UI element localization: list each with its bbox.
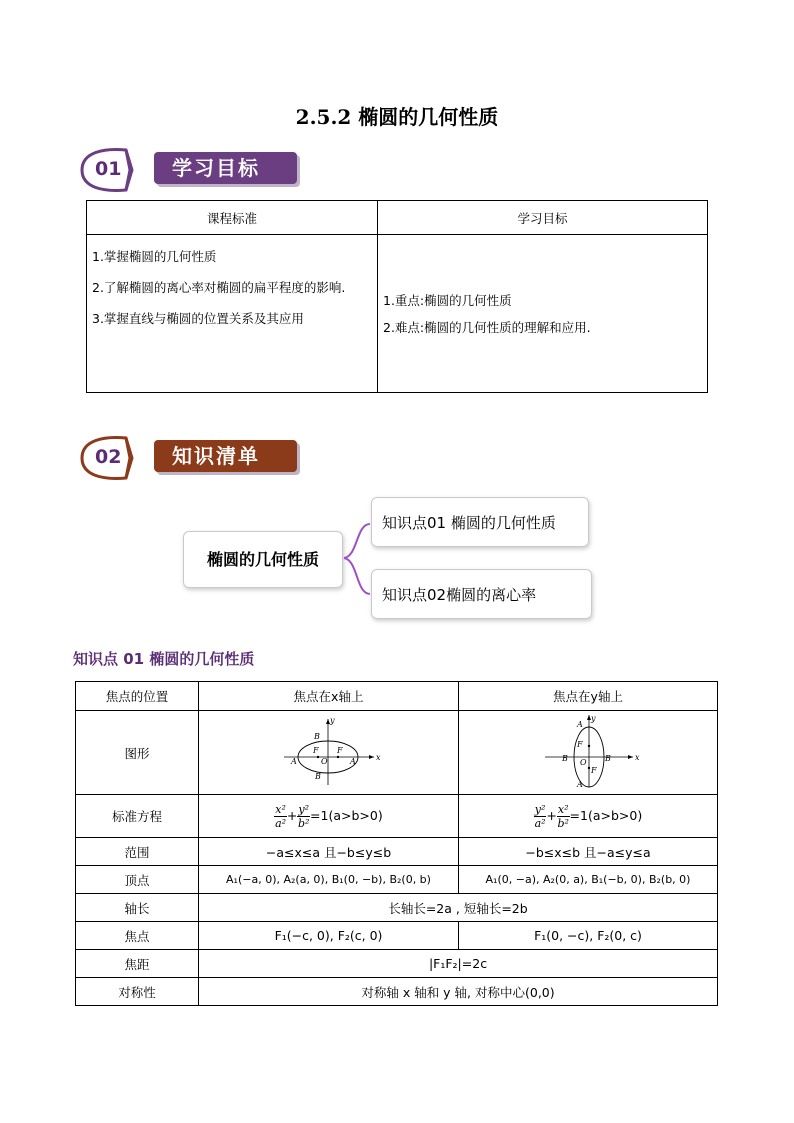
svg-text:y: y [329,716,335,725]
row-label: 顶点 [76,866,199,894]
svg-text:x: x [635,753,640,762]
row-label: 标准方程 [76,795,199,838]
graph-x-cell [199,711,459,795]
header-goals: 学习目标 [378,201,708,235]
focus-y: F₁(0, −c), F₂(0, c) [459,922,718,950]
row-label: 范围 [76,838,199,866]
equation-y: $\frac{\text{y²}}{\text{a²}}$ + $\frac{\text{x²}}{\text{b²}}$ =1(a>b>0) [459,795,718,838]
svg-text:y: y [591,714,596,723]
standard-item: 2.了解椭圆的离心率对椭圆的扁平程度的影响. [92,280,346,295]
page-title: 2.5.2 椭圆的几何性质 [295,105,499,129]
mindmap-brace [340,520,374,600]
mindmap-node-2: 知识点02椭圆的离心率 [371,569,592,619]
properties-table [75,681,718,1006]
col-header-x: 焦点在x轴上 [199,682,459,711]
ellipse-x-graph [274,713,384,789]
svg-text:F: F [577,740,583,749]
focus-x: F₁(−c, 0), F₂(c, 0) [199,922,459,950]
svg-text:O: O [320,757,328,766]
section-number: 02 [95,446,122,468]
svg-text:A: A [577,720,583,729]
goals-cell [378,235,708,393]
col-header-y: 焦点在y轴上 [459,682,718,711]
vertex-y: A₁(0, −a), A₂(0, a), B₁(−b, 0), B₂(b, 0) [459,866,718,894]
row-label: 图形 [76,711,199,795]
svg-text:B: B [313,732,320,741]
goal-item: 2.难点:椭圆的几何性质的理解和应用. [383,319,591,335]
section-badge-01 [78,146,134,194]
svg-text:A: A [577,780,583,789]
vertex-x: A₁(−a, 0), A₂(a, 0), B₁(0, −b), B₂(0, b) [199,866,459,894]
svg-text:F: F [312,746,319,755]
header-standards: 课程标准 [87,201,378,235]
row-label: 焦点的位置 [76,682,199,711]
goal-item: 1.重点:椭圆的几何性质 [383,292,512,308]
range-x: −a≤x≤a 且−b≤y≤b [199,838,459,866]
equation-x: $\frac{\text{x²}}{\text{a²}}$ + $\frac{\text{y²}}{\text{b²}}$ =1(a>b>0) [199,795,459,838]
svg-text:F: F [591,766,597,775]
knowledge-point-title: 知识点 01 椭圆的几何性质 [73,650,255,668]
focal-distance: |F₁F₂|=2c [199,950,718,978]
standard-item: 1.掌握椭圆的几何性质 [92,249,217,264]
svg-text:A: A [290,757,297,766]
mindmap-root: 椭圆的几何性质 [183,531,343,588]
svg-text:B: B [605,754,611,763]
row-label: 轴长 [76,894,199,922]
svg-text:B: B [314,772,321,781]
section-banner-objectives: 学习目标 [154,152,297,184]
row-label: 焦点 [76,922,199,950]
standards-cell [87,235,378,393]
ellipse-y-graph [533,713,643,789]
row-label: 对称性 [76,978,199,1006]
graph-y-cell [459,711,718,795]
section-banner-knowledge: 知识清单 [154,440,297,472]
symmetry: 对称轴 x 轴和 y 轴, 对称中心(0,0) [199,978,718,1006]
mindmap-node-1: 知识点01 椭圆的几何性质 [371,497,589,547]
svg-text:O: O [580,758,587,767]
range-y: −b≤x≤b 且−a≤y≤a [459,838,718,866]
svg-text:F: F [336,746,343,755]
axis-length: 长轴长=2a , 短轴长=2b [199,894,718,922]
svg-text:x: x [375,753,381,762]
section-badge-02 [78,434,134,482]
standard-item: 3.掌握直线与椭圆的位置关系及其应用 [92,311,304,326]
svg-text:B: B [562,754,568,763]
svg-text:A: A [349,757,356,766]
objectives-table [86,200,708,393]
section-number: 01 [95,158,122,180]
row-label: 焦距 [76,950,199,978]
